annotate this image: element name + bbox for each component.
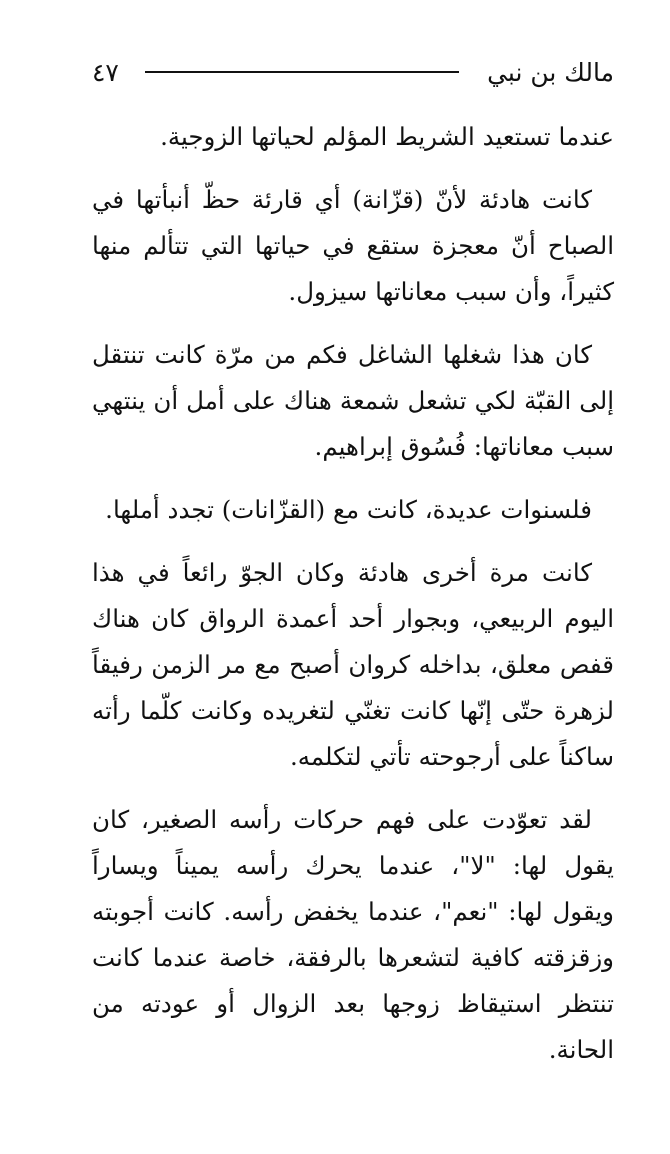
- paragraph: كان هذا شغلها الشاغل فكم من مرّة كانت تنتقل إلى القبّة لكي تشعل شمعة هناك على أمل أن ينتهي سبب معاناتها: فُسُوق إبراهيم.: [92, 340, 614, 461]
- paragraph: كانت هادئة لأنّ (قزّانة) أي قارئة حظّ أنبأتها في الصباح أنّ معجزة ستقع في حياتها التي تتألم منها كثيراً، وأن سبب معاناتها سيزول.: [92, 185, 614, 306]
- paragraph: فلسنوات عديدة، كانت مع (القزّانات) تجدد أملها.: [105, 495, 592, 524]
- body-text: [92, 114, 614, 1090]
- paragraph: كانت مرة أخرى هادئة وكان الجوّ رائعاً في هذا اليوم الربيعي، وبجوار أحد أعمدة الرواق كان هناك قفص معلق، بداخله كروان أصبح مع مر الزمن رفيقاً لزهرة حتّى إنّها كانت تغنّي لتغريده وكانت كلّما رأته ساكناً على أرجوحته تأتي لتكلمه.: [92, 558, 614, 771]
- header-rule: [145, 71, 459, 73]
- running-title: مالك بن نبي: [487, 57, 614, 87]
- page-header: [92, 52, 614, 92]
- paragraph: عندما تستعيد الشريط المؤلم لحياتها الزوجية.: [160, 122, 614, 151]
- paragraph: لقد تعوّدت على فهم حركات رأسه الصغير، كان يقول لها: "لا"، عندما يحرك رأسه يميناً ويساراً ويقول لها: "نعم"، عندما يخفض رأسه. كانت أجوبته وزقزقته كافية لتشعرها بالرفقة، خاصة عندما كانت تنتظر استيقاظ زوجها بعد الزوال أو عودته من الحانة.: [92, 805, 614, 1064]
- page-number: ٤٧: [92, 57, 119, 87]
